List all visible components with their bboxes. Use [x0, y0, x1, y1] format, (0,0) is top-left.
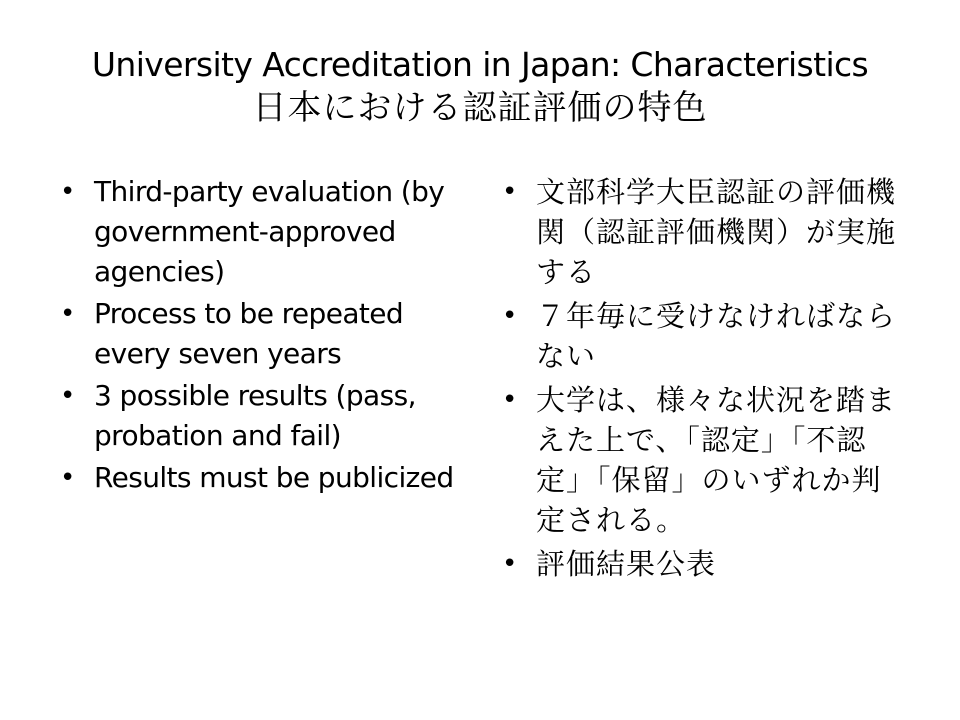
bullet-item-possible-results	[58, 376, 458, 456]
bullet-item-ja-agency	[500, 172, 900, 292]
bullet-icon: •	[502, 549, 519, 579]
bullet-text: Results must be publicized	[94, 461, 454, 494]
slide-title	[40, 44, 920, 130]
bullet-text: 文部科学大臣認証の評価機関（認証評価機関）が実施する	[536, 175, 897, 289]
bullet-text: 評価結果公表	[536, 547, 717, 581]
bullet-text: 3 possible results (pass, probation and fail)	[94, 379, 416, 452]
bullet-icon: •	[60, 463, 75, 493]
title-japanese: 日本における認証評価の特色	[252, 88, 708, 128]
bullet-list-japanese	[500, 172, 900, 588]
bullet-item-ja-results	[500, 380, 900, 540]
bullet-item-third-party-evaluation	[58, 172, 458, 292]
bullet-text: Process to be repeated every seven years	[94, 297, 404, 370]
bullet-item-seven-years	[58, 294, 458, 374]
bullet-list-english	[58, 172, 458, 500]
bullet-icon: •	[502, 385, 519, 415]
bullet-item-ja-publication	[500, 544, 900, 584]
bullet-icon: •	[502, 301, 519, 331]
bullet-item-results-publicized	[58, 458, 458, 498]
title-english: University Accreditation in Japan: Characteristics	[91, 45, 869, 84]
bullet-text: 大学は、様々な状況を踏まえた上で、「認定」「不認定」「保留」のいずれか判定される。	[536, 383, 897, 537]
bullet-icon: •	[60, 381, 75, 411]
bullet-icon: •	[60, 299, 75, 329]
bullet-text: ７年毎に受けなければならない	[536, 299, 897, 373]
bullet-text: Third-party evaluation (by government-approved agencies)	[94, 175, 445, 288]
bullet-icon: •	[502, 177, 519, 207]
bullet-item-ja-seven-years	[500, 296, 900, 376]
bullet-icon: •	[60, 177, 75, 207]
